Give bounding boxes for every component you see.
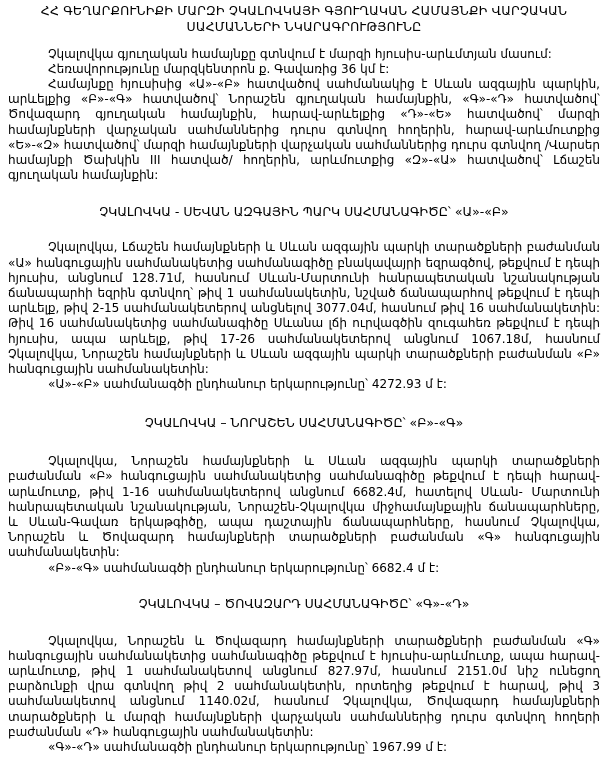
- section-heading: ՉԿԱԼՈՎԿԱ - ՍԵՎԱՆ ԱԶԳԱՅԻՆ ՊԱՐԿ ՍԱՀՄԱՆԱԳԻԾԸ՝ «Ա»-«Բ»: [99, 204, 509, 220]
- section-heading: ՉԿԱԼՈՎԿԱ – ՆՈՐԱՇԵՆ ՍԱՀՄԱՆԱԳԻԾԸ՝ «Բ»-«Գ»: [144, 415, 464, 431]
- intro-distance-line: Հեռավորությունը մարզկենտրոն ք. Գավառից 36 կմ է:: [48, 62, 390, 76]
- section-paragraph: Չկալովկա, Նորաշեն և Ծովազարդ համայնքների տարածքների բաժանման «Գ» հանգուցային սահմանակետից սահմանագիծը թեքվում է հյուսիս-արևմուտք, ապա հարավ-արևմուտք, թիվ 1 սահմանակետով անցնում 827.97մ, հասնում 2151.0մ նիշ ունեցող բարձունքի վրա գտնվող թիվ 2 սահմանակետին, որտեղից թեքվում է հարավ, թիվ 3 սահմանակետով անցնում 1140.02մ, հասնում Չկալովկա, Ծովազարդ համայնքների տարածքների և մարզի համայնքների վարչական սահմաններից դուրս գտնվող հողերի բաժանման «Դ» հանգուցային սահմանակետին:: [8, 633, 600, 739]
- section-g-d: [8, 596, 600, 755]
- document-title-line-2: ՍԱՀՄԱՆՆԵՐԻ ՆԿԱՐԱԳՐՈՒԹՅՈՒՆԸ: [186, 19, 422, 34]
- document-page: [0, 3, 607, 781]
- section-a-b: [8, 204, 600, 392]
- document-title: [8, 3, 600, 35]
- section-paragraph: Չկալովկա, Լճաշեն համայնքների և Սևան ազգային պարկի տարածքների բաժանման «Ա» հանգուցային սահմանակետից սահմանագիծը բնակավայրի եզրագծով, թեքվում է դեպի հյուսիս, անցնում 128.71մ, հասնում Սևան-Մարտունի հանրապետական նշանակության ճանապարհի եզրին գտնվող՝ թիվ 1 սահմանակետին, նշված ճանապարհով թեքվում է դեպի արևելք, թիվ 2-15 սահմանակետերով անցնելով 3077.04մ, հասնում թիվ 16 սահմանակետին: Թիվ 16 սահմանակետից սահմանագիծը Սևանա լճի ուրվագծին զուգահեռ թեքվում է դեպի հյուսիս, ապա արևելք, թիվ 17-26 սահմանակետերով անցնում 1067.18մ, հասնում Չկալովկա, Նորաշեն համայնքների և Սևան ազգային պարկի տարածքների բաժանման «Բ» հանգուցային սահմանակետին:: [8, 240, 600, 377]
- section-heading: ՉԿԱԼՈՎԿԱ – ԾՈՎԱԶԱՐԴ ՍԱՀՄԱՆԱԳԻԾԸ՝ «Գ»-«Դ»: [138, 595, 470, 611]
- section-b-g: [8, 415, 600, 575]
- section-total-length: «Գ»-«Դ» սահմանագծի ընդհանուր երկարությունը՝ 1967.99 մ է:: [48, 740, 447, 755]
- intro-section: [8, 47, 600, 183]
- intro-neighbors-paragraph: Համայնքը հյուսիսից «Ա»-«Բ» հատվածով սահմանակից է Սևան ազգային պարկին, արևելքից «Բ»-«Գ» հատվածով՝ Նորաշեն գյուղական համայնքին, «Գ»-«Դ» հատվածով՝ Ծովազարդ գյուղական համայնքին, հարավ-արևելքից «Դ»-«Ե» հատվածով՝ մարզի համայնքների վարչական սահմաններից դուրս գտնվող հողերին, հարավ-արևմուտքից «Ե»-«Զ» հատվածով՝ մարզի համայնքների վարչական սահմաններից դուրս գտնվող /Վարսեր համայնքի Ծախկին III հատված/ հողերին, արևմուտքից «Զ»-«Ա» հատվածով՝ Լճաշեն գյուղական համայնքին:: [8, 77, 600, 183]
- section-paragraph: Չկալովկա, Նորաշեն համայնքների և Սևան ազգային պարկի տարածքների բաժանման «Բ» հանգուցային սահմանակետից սահմանագիծը թեքվում է դեպի հարավ-արևմուտք, թիվ 1-16 սահմանակետերով անցնում 6682.4մ, հատելով Սևան- Մարտունի հանրապետական նշանակության, Նորաշեն-Չկալովկա միջհամայնքային ճանապարհները, և Սևան-Գավառ երկաթգիծը, ապա դաշտային ճանապարհները, հասնում Չկալովկա, Նորաշեն և Ծովազարդ համայնքների տարածքների բաժանման «Գ» հանգուցային սահմանակետին:: [8, 454, 600, 560]
- document-title-line-1: ՀՀ ԳԵՂԱՐՔՈՒՆԻՔԻ ՄԱՐԶԻ ՉԿԱԼՈՎԿԱՅԻ ԳՅՈՒՂԱԿԱՆ ՀԱՄԱՅՆՔԻ ՎԱՐՉԱԿԱՆ: [40, 3, 568, 18]
- section-total-length: «Ա»-«Բ» սահմանագծի ընդհանուր երկարությունը՝ 4272.93 մ է:: [48, 377, 447, 392]
- intro-location-line: Չկալովկա գյուղական համայնքը գտնվում է մարզի հյուսիս-արևմտյան մասում:: [48, 47, 552, 61]
- section-total-length: «Բ»-«Գ» սահմանագծի ընդհանուր երկարությունը՝ 6682.4 մ է:: [48, 560, 440, 575]
